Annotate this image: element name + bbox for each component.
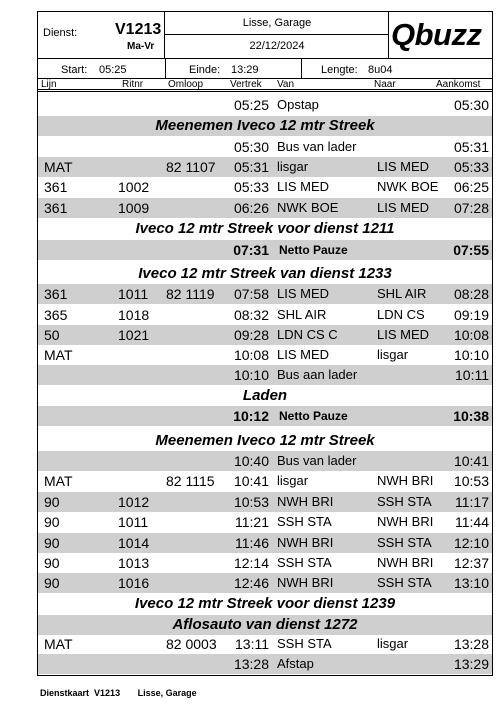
cell-lijn: MAT bbox=[44, 636, 73, 652]
cell-lijn: MAT bbox=[44, 159, 73, 175]
cell-van: Bus van lader bbox=[277, 453, 357, 468]
cell-van: lisgar bbox=[277, 473, 309, 488]
cell-aankomst: 05:31 bbox=[453, 139, 489, 155]
footer-label: Dienstkaart bbox=[40, 688, 90, 698]
trip-row bbox=[38, 573, 492, 593]
section-title bbox=[38, 386, 492, 406]
section-title-text: Meenemen Iveco 12 mtr Streek bbox=[155, 432, 375, 449]
trip-row bbox=[38, 284, 492, 304]
cell-vertrek: 10:41 bbox=[233, 473, 269, 489]
section-title bbox=[38, 116, 492, 136]
cell-vertrek: 05:33 bbox=[233, 179, 269, 195]
cell-naar: NWH BRI bbox=[377, 555, 434, 570]
cell-vertrek: 07:31 bbox=[233, 242, 269, 258]
section-title bbox=[38, 431, 492, 451]
cell-lijn: MAT bbox=[44, 473, 73, 489]
section-title bbox=[38, 219, 492, 239]
section-title-text: Iveco 12 mtr Streek van dienst 1233 bbox=[138, 265, 392, 282]
trip-row bbox=[38, 365, 492, 385]
cell-lijn: 90 bbox=[44, 575, 60, 591]
cell-lijn: 361 bbox=[44, 200, 68, 216]
shift-times-row bbox=[37, 59, 493, 79]
column-headers bbox=[37, 79, 493, 92]
lengte-label: Lengte: bbox=[321, 64, 358, 76]
trip-row bbox=[38, 325, 492, 345]
cell-vertrek: 06:26 bbox=[233, 200, 269, 216]
cell-ritnr: 1014 bbox=[118, 535, 150, 551]
cell-vertrek: 05:30 bbox=[233, 139, 269, 155]
dienst-label: Dienst: bbox=[43, 27, 78, 39]
date: 22/12/2024 bbox=[249, 40, 305, 52]
cell-vertrek: 11:21 bbox=[235, 514, 269, 530]
col-aankomst: Aankomst bbox=[436, 79, 481, 90]
cell-lijn: 90 bbox=[44, 494, 60, 510]
section-title bbox=[38, 594, 492, 614]
cell-naar: NWH BRI bbox=[377, 514, 434, 529]
trip-row bbox=[38, 198, 492, 218]
footer bbox=[40, 688, 340, 698]
cell-ritnr: 1011 bbox=[118, 514, 149, 530]
cell-naar: SSH STA bbox=[377, 494, 432, 509]
trip-row bbox=[38, 553, 492, 573]
cell-vertrek: 10:10 bbox=[233, 367, 269, 383]
trip-row bbox=[38, 137, 492, 157]
section-title-text: Iveco 12 mtr Streek voor dienst 1211 bbox=[135, 220, 395, 237]
cell-aankomst: 10:11 bbox=[455, 367, 489, 383]
cell-vertrek: 08:32 bbox=[233, 307, 269, 323]
cell-vertrek: 13:28 bbox=[233, 656, 269, 672]
cell-aankomst: 07:28 bbox=[453, 200, 489, 216]
cell-naar: SHL AIR bbox=[377, 286, 427, 301]
trip-row bbox=[38, 471, 492, 491]
cell-lijn: MAT bbox=[44, 347, 73, 363]
cell-naar: LIS MED bbox=[377, 200, 430, 215]
pause-row bbox=[38, 240, 492, 260]
pause-row bbox=[38, 406, 492, 426]
cell-lijn: 361 bbox=[44, 286, 68, 302]
lengte-value: 8u04 bbox=[368, 64, 393, 76]
cell-van: Bus aan lader bbox=[277, 367, 358, 382]
section-title-text: Iveco 12 mtr Streek voor dienst 1239 bbox=[134, 595, 396, 612]
cell-aankomst: 10:10 bbox=[453, 347, 489, 363]
cell-vertrek: 10:12 bbox=[233, 408, 269, 424]
cell-van: SSH STA bbox=[277, 636, 332, 651]
cell-van: Netto Pauze bbox=[279, 243, 348, 257]
cell-vertrek: 13:11 bbox=[235, 636, 269, 652]
qbuzz-logo: Qbuzz bbox=[391, 17, 482, 52]
einde-label: Einde: bbox=[189, 64, 221, 76]
cell-vertrek: 09:28 bbox=[233, 327, 269, 343]
cell-ritnr: 1012 bbox=[118, 494, 150, 510]
cell-van: Opstap bbox=[277, 97, 319, 112]
cell-aankomst: 07:55 bbox=[453, 242, 489, 258]
cell-van: SSH STA bbox=[277, 514, 332, 529]
cell-van: NWK BOE bbox=[277, 200, 339, 215]
cell-lijn: 90 bbox=[44, 514, 60, 530]
cell-ritnr: 1021 bbox=[118, 327, 150, 343]
cell-lijn: 50 bbox=[44, 327, 60, 343]
cell-naar: LDN CS bbox=[377, 307, 425, 322]
cell-van: LIS MED bbox=[277, 347, 330, 362]
footer-code: V1213 bbox=[94, 688, 121, 698]
cell-van: Afstap bbox=[277, 656, 314, 671]
cell-lijn: 361 bbox=[44, 179, 68, 195]
trip-row bbox=[38, 492, 492, 512]
footer-location: Lisse, Garage bbox=[137, 688, 197, 698]
cell-aankomst: 09:19 bbox=[453, 307, 489, 323]
cell-lijn: 90 bbox=[44, 555, 60, 571]
cell-van: LDN CS C bbox=[277, 327, 338, 342]
dienst-code: V1213 bbox=[115, 21, 162, 38]
cell-naar: LIS MED bbox=[377, 159, 430, 174]
cell-ritnr: 1016 bbox=[118, 575, 150, 591]
cell-aankomst: 13:29 bbox=[453, 656, 489, 672]
card-header bbox=[37, 11, 493, 58]
cell-van: LIS MED bbox=[277, 179, 330, 194]
cell-vertrek: 12:46 bbox=[233, 575, 269, 591]
trip-row bbox=[38, 533, 492, 553]
cell-aankomst: 06:25 bbox=[453, 179, 489, 195]
cell-van: Netto Pauze bbox=[279, 409, 348, 423]
section-title bbox=[38, 615, 492, 635]
cell-omloop: 82 1115 bbox=[166, 473, 215, 489]
cell-vertrek: 10:53 bbox=[233, 494, 269, 510]
cell-van: Bus van lader bbox=[277, 139, 357, 154]
cell-aankomst: 12:37 bbox=[453, 555, 489, 571]
cell-aankomst: 13:28 bbox=[453, 636, 489, 652]
cell-aankomst: 10:38 bbox=[453, 408, 489, 424]
section-title-text: Meenemen Iveco 12 mtr Streek bbox=[155, 117, 375, 134]
cell-ritnr: 1011 bbox=[118, 286, 149, 302]
start-time: 05:25 bbox=[99, 64, 127, 76]
cell-naar: SSH STA bbox=[377, 575, 432, 590]
cell-vertrek: 05:25 bbox=[233, 97, 269, 113]
cell-van: SSH STA bbox=[277, 555, 332, 570]
cell-vertrek: 10:40 bbox=[233, 453, 269, 469]
cell-ritnr: 1018 bbox=[118, 307, 150, 323]
cell-omloop: 82 0003 bbox=[166, 636, 217, 652]
cell-vertrek: 10:08 bbox=[233, 347, 269, 363]
section-title-text: Laden bbox=[242, 387, 288, 404]
col-van: Van bbox=[277, 79, 295, 90]
trip-row bbox=[38, 345, 492, 365]
cell-van: LIS MED bbox=[277, 286, 330, 301]
cell-aankomst: 12:10 bbox=[453, 535, 489, 551]
cell-aankomst: 10:41 bbox=[453, 453, 489, 469]
cell-ritnr: 1013 bbox=[118, 555, 150, 571]
cell-lijn: 90 bbox=[44, 535, 60, 551]
location: Lisse, Garage bbox=[242, 17, 312, 29]
cell-lijn: 365 bbox=[44, 307, 68, 323]
cell-naar: lisgar bbox=[377, 347, 409, 362]
section-title-text: Aflosauto van dienst 1272 bbox=[172, 616, 358, 633]
col-naar: Naar bbox=[374, 79, 396, 90]
col-vertrek: Vertrek bbox=[230, 79, 262, 90]
cell-naar: NWH BRI bbox=[377, 473, 434, 488]
trip-row bbox=[38, 634, 492, 654]
cell-aankomst: 10:53 bbox=[453, 473, 489, 489]
cell-aankomst: 05:33 bbox=[453, 159, 489, 175]
einde-time: 13:29 bbox=[231, 64, 259, 76]
cell-vertrek: 11:46 bbox=[235, 535, 269, 551]
cell-naar: NWK BOE bbox=[377, 179, 439, 194]
cell-naar: SSH STA bbox=[377, 535, 432, 550]
trip-row bbox=[38, 512, 492, 532]
cell-van: NWH BRI bbox=[277, 535, 334, 550]
cell-van: SHL AIR bbox=[277, 307, 327, 322]
trip-row bbox=[38, 451, 492, 471]
cell-naar: lisgar bbox=[377, 636, 409, 651]
start-label: Start: bbox=[61, 64, 88, 76]
cell-van: NWH BRI bbox=[277, 494, 334, 509]
col-ritnr: Ritnr bbox=[122, 79, 144, 90]
cell-omloop: 82 1119 bbox=[166, 286, 215, 302]
trip-row bbox=[38, 654, 492, 674]
cell-naar: LIS MED bbox=[377, 327, 430, 342]
cell-aankomst: 11:17 bbox=[455, 494, 489, 510]
cell-aankomst: 11:44 bbox=[455, 514, 489, 530]
cell-omloop: 82 1107 bbox=[166, 159, 216, 175]
dienst-days: Ma-Vr bbox=[127, 41, 155, 52]
col-lijn: Lijn bbox=[41, 79, 57, 90]
cell-aankomst: 08:28 bbox=[453, 286, 489, 302]
trip-row bbox=[38, 305, 492, 325]
cell-van: lisgar bbox=[277, 159, 309, 174]
trip-row bbox=[38, 157, 492, 177]
cell-aankomst: 10:08 bbox=[453, 327, 489, 343]
cell-vertrek: 07:58 bbox=[233, 286, 269, 302]
cell-van: NWH BRI bbox=[277, 575, 334, 590]
cell-vertrek: 12:14 bbox=[233, 555, 269, 571]
section-title bbox=[38, 264, 492, 284]
col-omloop: Omloop bbox=[168, 79, 204, 90]
trip-row bbox=[38, 177, 492, 197]
trip-row bbox=[38, 95, 492, 115]
cell-ritnr: 1009 bbox=[118, 200, 150, 216]
cell-aankomst: 05:30 bbox=[453, 97, 489, 113]
cell-aankomst: 13:10 bbox=[453, 575, 489, 591]
cell-ritnr: 1002 bbox=[118, 179, 150, 195]
cell-vertrek: 05:31 bbox=[233, 159, 269, 175]
